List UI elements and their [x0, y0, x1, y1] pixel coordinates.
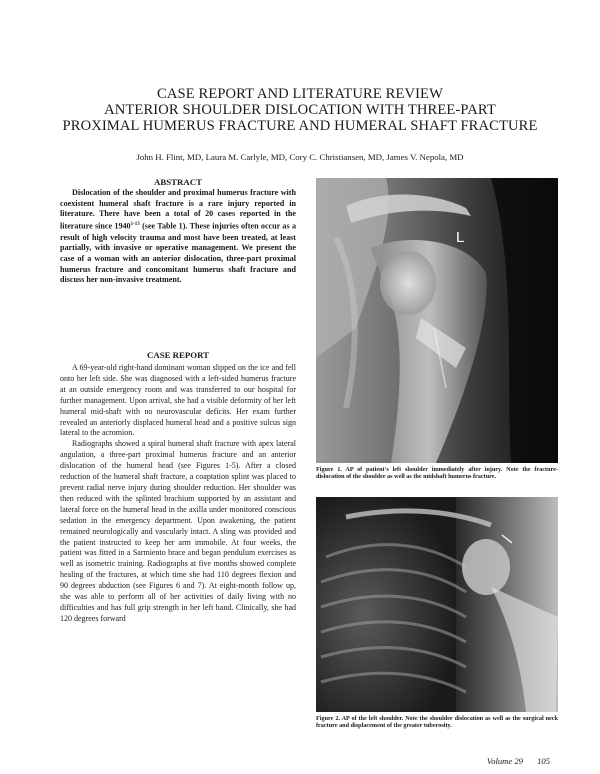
- figure-1-xray-graphic: [316, 178, 558, 463]
- page-footer: [487, 756, 550, 766]
- abstract-heading: ABSTRACT: [154, 177, 202, 187]
- case-report-heading: CASE REPORT: [146, 350, 209, 360]
- figure-2-caption: Figure 2. AP of the left shoulder. Note the shoulder dislocation as well as the surgical neck fracture and displacement of the greater tuberosity.: [316, 715, 558, 730]
- figure-2-xray-graphic: [316, 497, 558, 712]
- reference-superscript: 1-13: [130, 222, 140, 228]
- figure-1-caption: Figure 1. AP of patient's left shoulder immediately after injury. Note the fracture-dislocation of the shoulder as well as the midshaft humerus fracture.: [316, 466, 558, 481]
- abstract-text-part-2: (see Table 1). These injuries often occur as a result of high velocity trauma and most have been treated, at least partially, with invasive or operative management. We present the case of a woman with an anterior dislocation, three-part proximal humerus fracture and concomitant humerus shaft fracture and discuss her non-invasive treatment.: [60, 221, 296, 285]
- abstract-text-part-1: Dislocation of the shoulder and proximal humerus fracture with coexistent humeral shaft fracture is a rare injury reported in literature. There have been a total of 20 cases reported in the literature since 1940: [60, 188, 296, 231]
- title-line-1: CASE REPORT AND LITERATURE REVIEW: [157, 86, 443, 102]
- article-title: [40, 86, 560, 134]
- journal-volume: Volume 29: [486, 756, 523, 766]
- case-report-paragraph-1: A 69-year-old right-hand dominant woman slipped on the ice and fell onto her left side. She was diagnosed with a left-sided humerus fracture at an outside emergency room and was transferred to our hospital for further management. Upon arrival, she had a visible deformity of her left humeral mid-shaft with no neurovascular deficits. Her exam further revealed an anteriorly displaced humeral head and a positive sulcus sign lateral to the acromion.: [60, 363, 296, 438]
- case-report-paragraph-2: Radiographs showed a spiral humeral shaft fracture with apex lateral angulation, a three-part proximal humerus fracture and an anterior dislocation of the humeral head (see Figures 1-5). After a closed reduction of the humeral shaft fracture, a coaptation splint was placed to prevent radial nerve injury during shoulder reduction. Her shoulder was then reduced with the splinted brachium supported by an assistant and lateral force on the humeral head in the axilla under monitored conscious sedation in the emergency department. Upon awakening, the patient remained neurologically and vascularly intact. A sling was provided and the patient instructed to keep her arm immobile. At four weeks, the patient was fitted in a Sarmiento brace and began pendulum exercises as well as isometric training. Radiographs at five months showed complete healing of the fractures, at which time she had 110 degrees flexion and 90 degrees abduction (see Figures 6 and 7). At eight-month follow up, she was able to perform all of her activities of daily living with no difficulties and has full grip strength in her left hand. Clinically, she had 120 degrees forward: [60, 439, 296, 623]
- abstract-text: [60, 188, 296, 286]
- page-number: 105: [537, 756, 550, 766]
- figure-1-xray: [316, 178, 558, 463]
- figure-2-xray: [316, 497, 558, 712]
- title-line-3: PROXIMAL HUMERUS FRACTURE AND HUMERAL SHAFT FRACTURE: [62, 118, 538, 134]
- title-line-2: ANTERIOR SHOULDER DISLOCATION WITH THREE-PART: [104, 102, 496, 118]
- case-report-body: [60, 363, 296, 625]
- radiograph-side-marker: L: [456, 229, 465, 246]
- author-list: John H. Flint, MD, Laura M. Carlyle, MD, Cory C. Christiansen, MD, James V. Nepola, MD: [136, 152, 464, 162]
